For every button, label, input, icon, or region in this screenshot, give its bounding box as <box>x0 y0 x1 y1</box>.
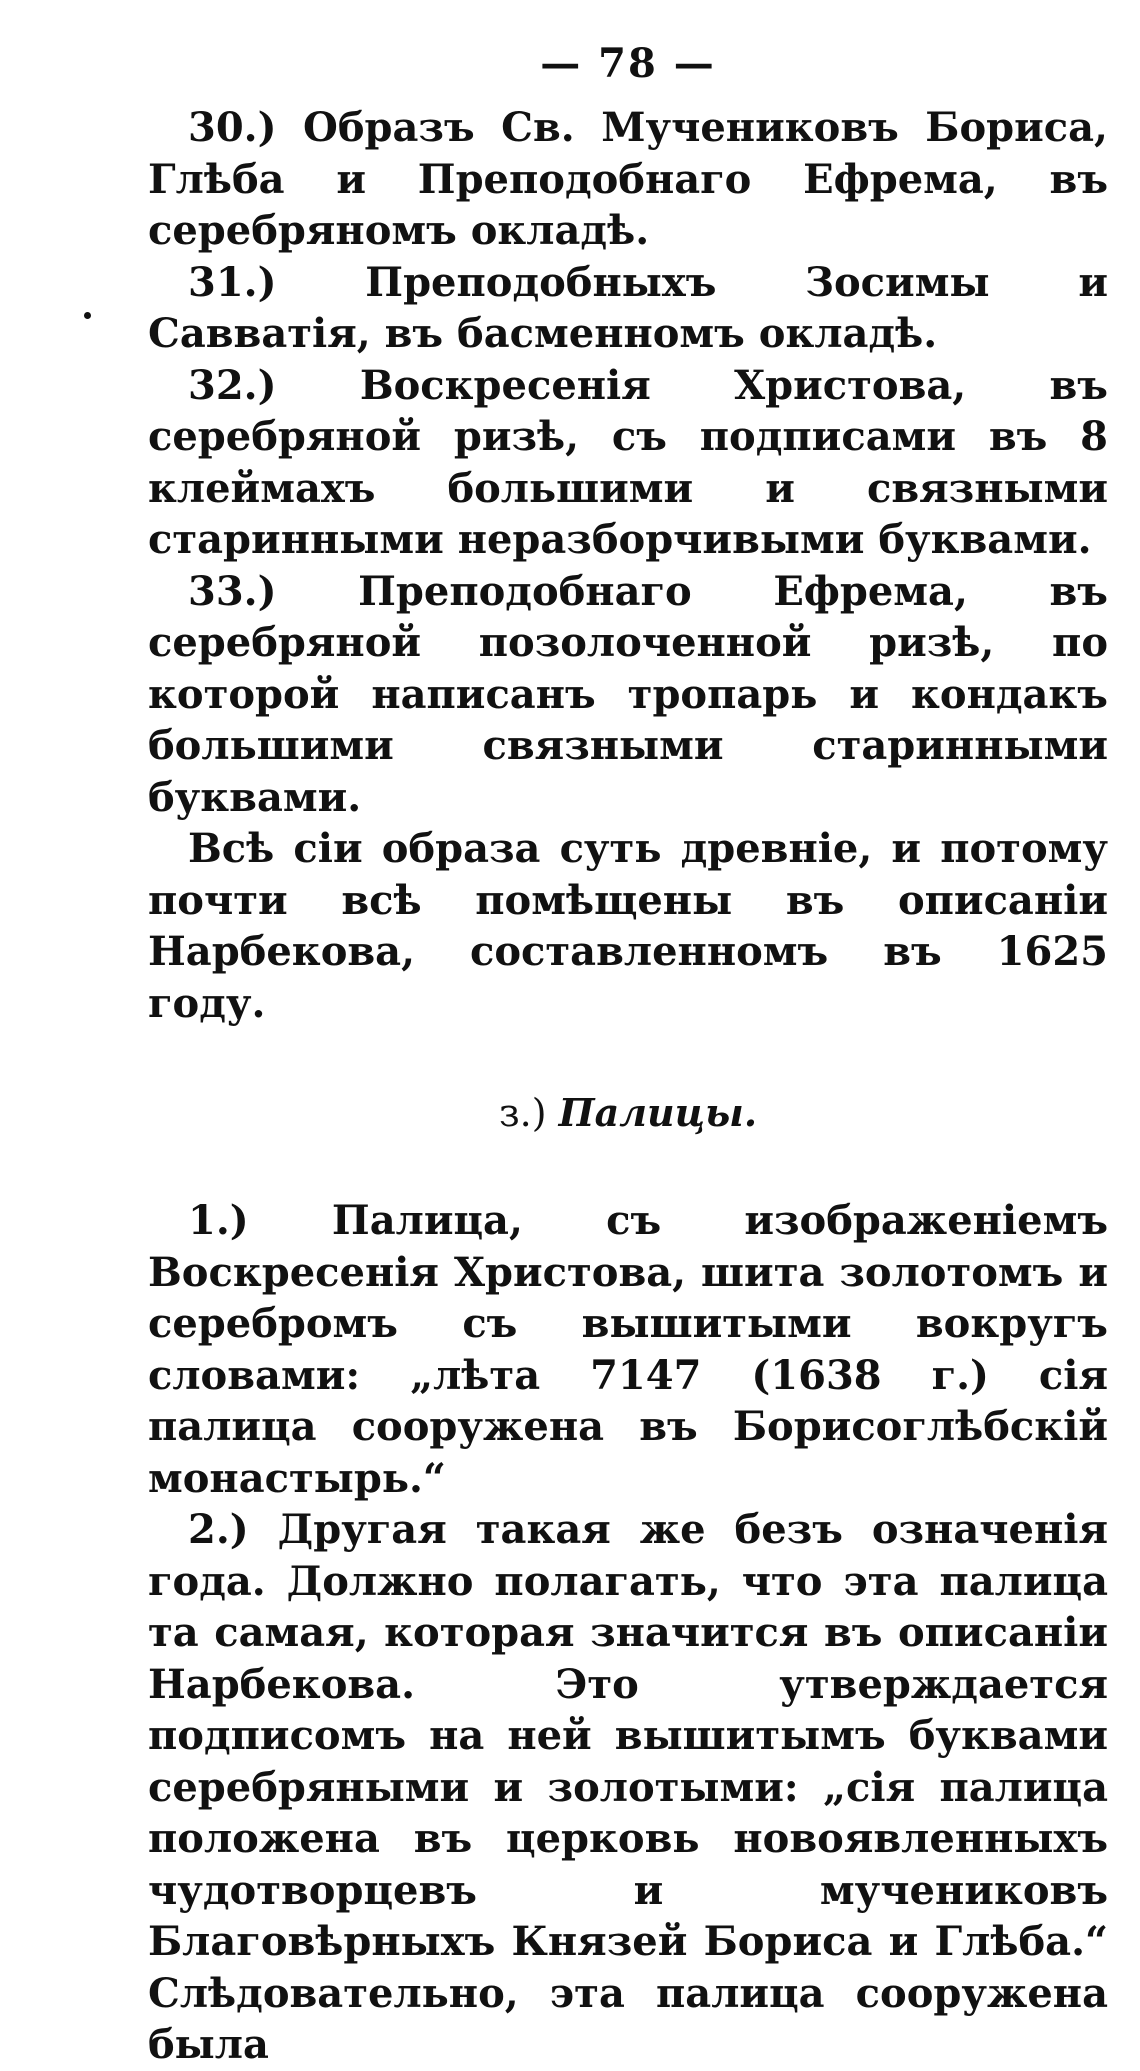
list-item <box>148 566 1108 824</box>
entry-number: 31.) <box>188 258 277 306</box>
list-item <box>148 360 1108 566</box>
entry-number: 1.) <box>188 1197 249 1244</box>
list-item <box>148 257 1108 360</box>
entry-text: Палица, съ изображеніемъ Воскресенія Христова, шита золотомъ и серебромъ съ вышитыми вокругъ словами: „лѣта 7147 (1638 г.) сія палица сооружена въ Борисоглѣбскій монастырь.“ <box>148 1197 1108 1502</box>
entry-text: Воскресенія Христова, въ серебряной ризѣ, съ подписами въ 8 клеймахъ большими и связными старинными неразборчивыми буквами. <box>148 361 1108 563</box>
page-number: — 78 — <box>540 40 716 87</box>
ink-speck <box>84 312 91 319</box>
summary-paragraph: Всѣ сіи образа суть древніе, и потому почти всѣ помѣщены въ описаніи Нарбекова, составленномъ въ 1625 году. <box>148 825 1108 1027</box>
list-item <box>148 1195 1108 1504</box>
entry-number: 30.) <box>188 104 277 151</box>
entry-number: 33.) <box>188 567 277 615</box>
book-page <box>148 40 1108 2071</box>
entry-number: 32.) <box>188 361 277 409</box>
list-item <box>148 102 1108 257</box>
entry-text: Преподобныхъ Зосимы и Савватія, въ басменномъ окладѣ. <box>148 258 1108 357</box>
entry-number: 2.) <box>188 1506 249 1553</box>
list-item <box>148 1504 1108 2071</box>
entry-text: Другая такая же безъ означенія года. Должно полагать, что эта палица та самая, которая значится въ описаніи Нарбекова. Это утверждается подписомъ на ней вышитымъ буквами серебряными и золотыми: „сія палица положена въ церковь новоявленныхъ чудотворцевъ и мучениковъ Благовѣрныхъ Князей Бориса и Глѣба.“ Слѣдовательно, эта палица сооружена была <box>148 1506 1108 2068</box>
section-title: Палицы. <box>558 1090 758 1135</box>
section-label: з.) <box>498 1091 547 1135</box>
section-heading <box>148 1089 1108 1137</box>
entry-text: Преподобнаго Ефрема, въ серебряной позолоченной ризѣ, по которой написанъ тропарь и кондакъ большими связными старинными буквами. <box>148 567 1108 821</box>
entry-text: Образъ Св. Мучениковъ Бориса, Глѣба и Преподобнаго Ефрема, въ серебряномъ окладѣ. <box>148 104 1108 254</box>
